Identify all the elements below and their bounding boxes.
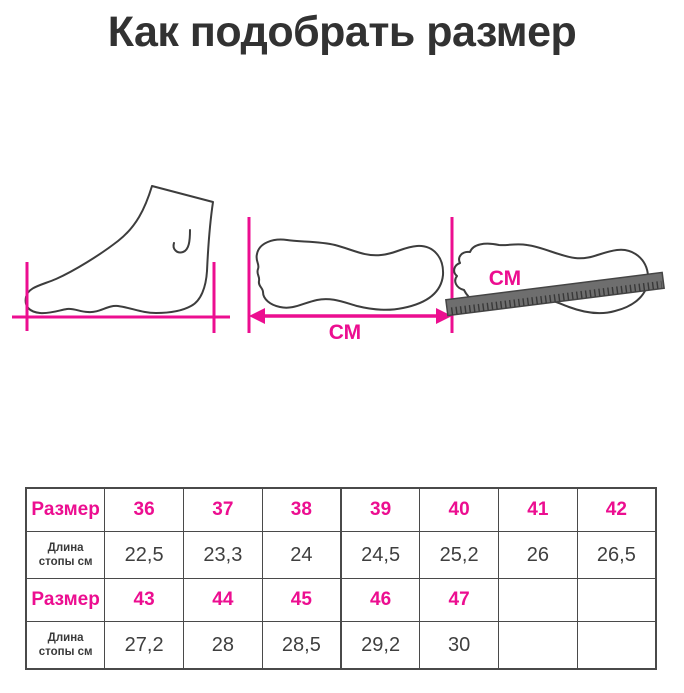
- table-row-lengths-36-42: [26, 532, 656, 579]
- size-cell: 43: [105, 579, 184, 622]
- footprint-ruler-illustration: [443, 232, 684, 324]
- row-header: Длина стопы см: [26, 622, 105, 670]
- length-cell: 29,2: [341, 622, 420, 670]
- footprint-outline: [257, 240, 444, 310]
- size-cell: 39: [341, 488, 420, 532]
- table-row-lengths-43-47: [26, 622, 656, 670]
- length-cell: 24,5: [341, 532, 420, 579]
- size-cell: 45: [262, 579, 341, 622]
- length-cell: 28,5: [262, 622, 341, 670]
- length-cell: 26,5: [577, 532, 656, 579]
- size-cell: 46: [341, 579, 420, 622]
- length-cell: 27,2: [105, 622, 184, 670]
- size-cell: 42: [577, 488, 656, 532]
- foot-side-view-illustration: [10, 177, 232, 335]
- foot-outline: [26, 186, 213, 313]
- cm-label: СМ: [488, 267, 522, 290]
- size-table: [25, 487, 657, 670]
- size-cell: 44: [184, 579, 263, 622]
- row-header: Размер: [26, 579, 105, 622]
- footprint-measure-illustration: [243, 207, 458, 343]
- size-cell: 41: [499, 488, 578, 532]
- length-cell: 22,5: [105, 532, 184, 579]
- length-cell: 30: [420, 622, 499, 670]
- row-header: Длина стопы см: [26, 532, 105, 579]
- size-cell: [577, 579, 656, 622]
- cm-label: СМ: [328, 321, 362, 343]
- size-cell: [499, 579, 578, 622]
- size-cell: 37: [184, 488, 263, 532]
- table-row-sizes-43-47: [26, 579, 656, 622]
- length-cell: 25,2: [420, 532, 499, 579]
- size-cell: 38: [262, 488, 341, 532]
- length-cell: 24: [262, 532, 341, 579]
- size-cell: 40: [420, 488, 499, 532]
- length-cell: 26: [499, 532, 578, 579]
- page-title: Как подобрать размер: [107, 8, 577, 56]
- size-cell: 47: [420, 579, 499, 622]
- length-cell: [577, 622, 656, 670]
- size-cell: 36: [105, 488, 184, 532]
- length-cell: 28: [184, 622, 263, 670]
- table-row-sizes-36-42: [26, 488, 656, 532]
- row-header: Размер: [26, 488, 105, 532]
- length-cell: 23,3: [184, 532, 263, 579]
- length-cell: [499, 622, 578, 670]
